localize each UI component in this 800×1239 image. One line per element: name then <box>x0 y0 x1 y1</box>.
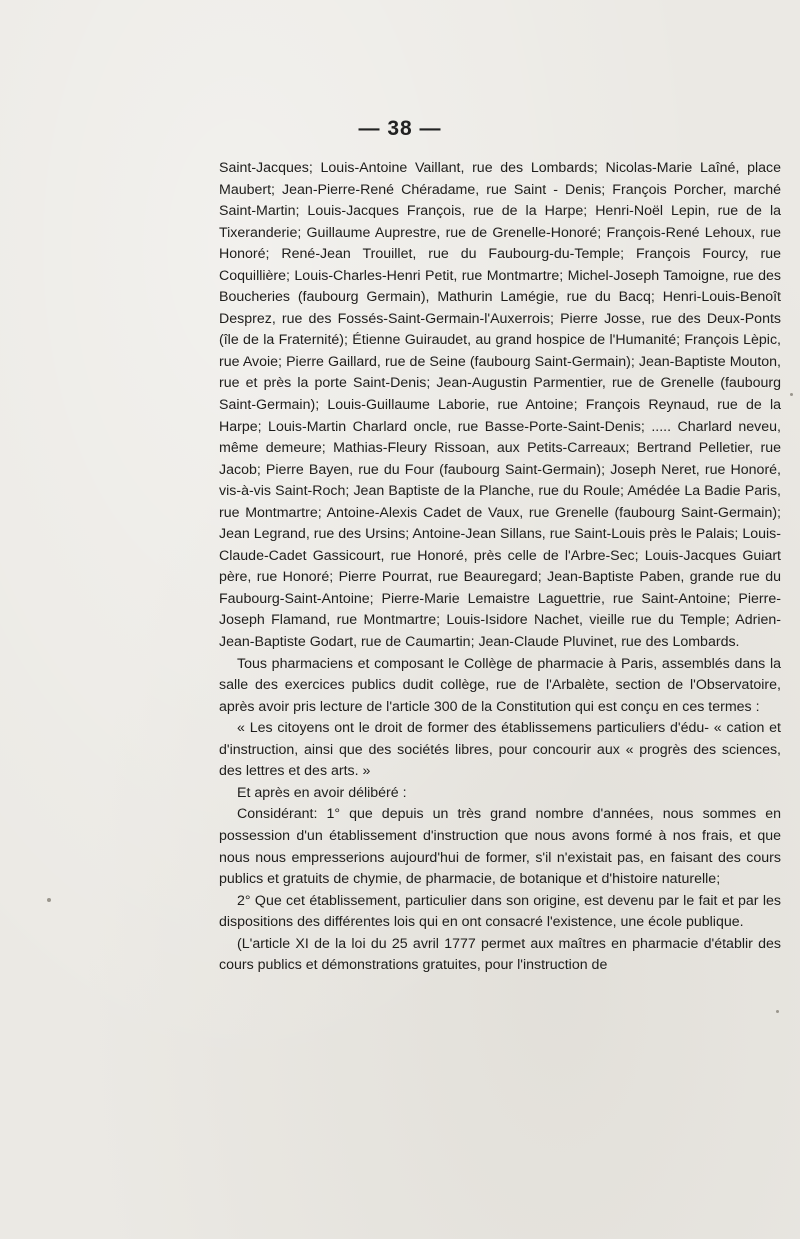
paper-speck <box>47 898 51 902</box>
paragraph-second-point: 2° Que cet établissement, particulier dans son origine, est devenu par le fait et par les dispositions des différentes lois qui en ont consacré l'existence, une école publique. <box>219 892 781 931</box>
document-body <box>219 158 781 977</box>
page-number: — 38 — <box>358 117 442 140</box>
paragraph-assembly: Tous pharmaciens et composant le Collège de pharmacie à Paris, assemblés dans la salle des exercices publics dudit collège, rue de l'Arbalète, section de l'Observatoire, après avoir pris lecture de l'article 300 de la Constitution qui est conçu en ces termes : <box>219 655 781 715</box>
paper-speck <box>790 393 793 396</box>
paper-speck <box>776 1010 779 1013</box>
paragraph-deliberation: Et après en avoir délibéré : <box>237 784 407 801</box>
paragraph-considerant: Considérant: 1° que depuis un très grand nombre d'années, nous sommes en possession d'un établissement d'instruction que nous avons formé à nos frais, et que nous nous empresserions aujourd'hui de former, s'il n'existait pas, en faisant des cours publics et gratuits de chymie, de pharmacie, de botanique et d'histoire naturelle; <box>219 806 781 888</box>
paragraph-quote: « Les citoyens ont le droit de former des établissemens particuliers d'édu- « cation et d'instruction, ainsi que des sociétés libres, pour concourir aux « progrès des sciences, des lettres et des arts. » <box>219 720 781 780</box>
paragraph-names-list: Saint-Jacques; Louis-Antoine Vaillant, rue des Lombards; Nicolas-Marie Laîné, place Maubert; Jean-Pierre-René Chéradame, rue Saint - Denis; François Porcher, marché Saint-Martin; Louis-Jacques François, rue de la Harpe; Henri-Noël Lepin, rue de la Tixeranderie; Guillaume Auprestre, rue de Grenelle-Honoré; François-René Lehoux, rue Honoré; René-Jean Trouillet, rue du Faubourg-du-Temple; François Fourcy, rue Coquillière; Louis-Charles-Henri Petit, rue Montmartre; Michel-Joseph Tamoigne, rue des Boucheries (faubourg Germain), Mathurin Lamégie, rue du Bacq; Henri-Louis-Benoît Desprez, rue des Fossés-Saint-Germain-l'Auxerrois; Pierre Josse, rue des Deux-Ponts (île de la Fraternité); Étienne Guiraudet, au grand hospice de l'Humanité; François Lèpic, rue Avoie; Pierre Gaillard, rue de Seine (faubourg Saint-Germain); Jean-Baptiste Mouton, rue et près la porte Saint-Denis; Jean-Augustin Parmentier, rue de Grenelle (faubourg Saint-Germain); Louis-Guillaume Laborie, rue Antoine; François Reynaud, rue de la Harpe; Louis-Martin Charlard oncle, rue Basse-Porte-Saint-Denis; ..... Charlard neveu, même demeure; Mathias-Fleury Rissoan, aux Petits-Carreaux; Bertrand Pelletier, rue Jacob; Pierre Bayen, rue du Four (faubourg Saint-Germain); Joseph Neret, rue Honoré, vis-à-vis Saint-Roch; Jean Baptiste de la Planche, rue du Roule; Amédée La Badie Paris, rue Montmartre; Antoine-Alexis Cadet de Vaux, rue Grenelle (faubourg Saint-Germain); Jean Legrand, rue des Ursins; Antoine-Jean Sillans, rue Saint-Louis près le Palais; Louis-Claude-Cadet Gassicourt, rue Honoré, près celle de l'Arbre-Sec; Louis-Jacques Guiart père, rue Honoré; Pierre Pourrat, rue Beauregard; Jean-Baptiste Paben, grande rue du Faubourg-Saint-Antoine; Pierre-Marie Lemaistre Laguettrie, rue Saint-Antoine; Pierre-Joseph Flamand, rue Montmartre; Louis-Isidore Nachet, vieille rue du Temple; Adrien-Jean-Baptiste Godart, rue de Caumartin; Jean-Claude Pluvinet, rue des Lombards. <box>219 160 781 651</box>
paragraph-article-xi: (L'article XI de la loi du 25 avril 1777 permet aux maîtres en pharmacie d'établir des cours publics et démonstrations gratuites, pour l'instruction de <box>219 935 781 974</box>
